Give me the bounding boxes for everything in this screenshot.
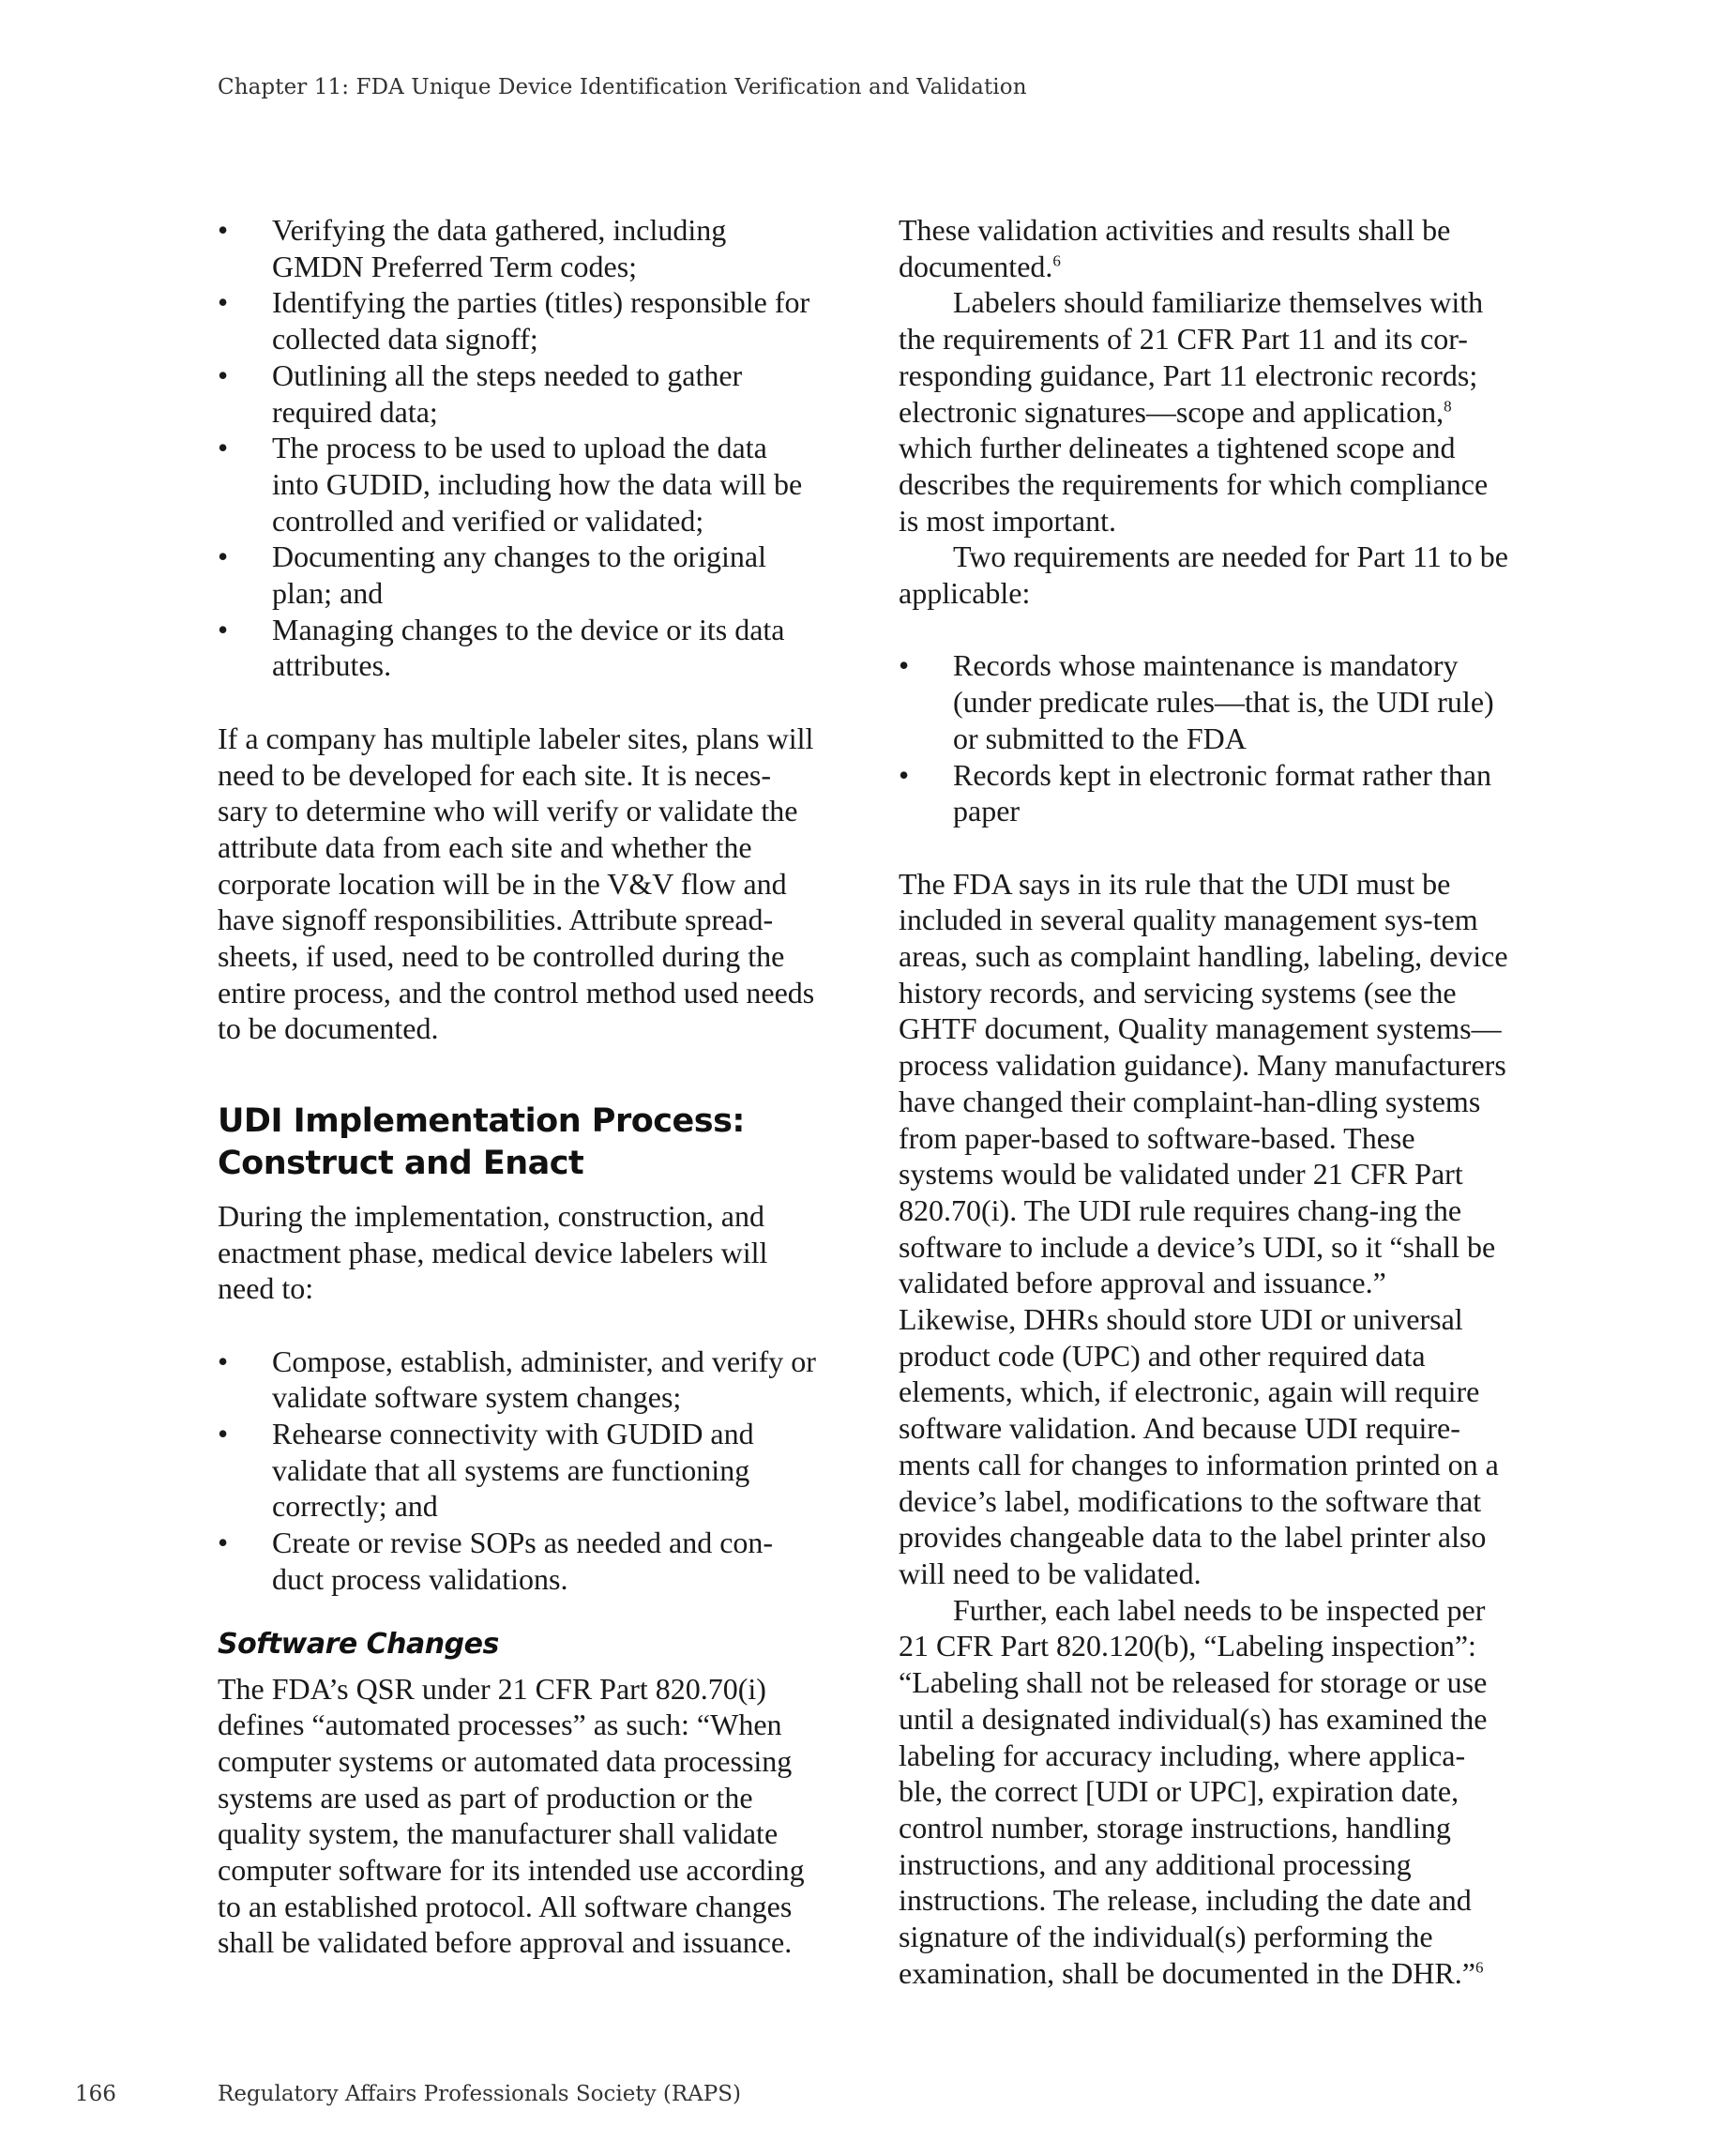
list-item: • Records kept in electronic format rather than paper	[899, 757, 1491, 828]
left-column	[218, 212, 818, 1961]
list-item: • The process to be used to upload the data into GUDID, including how the data will be controlled and verified or validated;	[218, 431, 803, 538]
right-column	[899, 212, 1508, 1991]
footnote-ref: 6	[1052, 251, 1061, 270]
spacer	[218, 1047, 818, 1084]
list-item: • Verifying the data gathered, including GMDN Preferred Term codes;	[218, 213, 727, 283]
list-item: • Compose, establish, administer, and verify or validate software system changes;	[218, 1344, 816, 1415]
list-item: • Documenting any changes to the original plan; and	[218, 539, 766, 611]
list-item: • Identifying the parties (titles) responsible for collected data signoff;	[218, 285, 810, 357]
bullet-icon: •	[218, 1417, 229, 1451]
spacer	[218, 1605, 818, 1626]
section-heading: UDI Implementation Process: Construct and Enact	[218, 1101, 745, 1182]
implementation-steps-list	[218, 1344, 818, 1598]
bullet-icon: •	[218, 612, 229, 646]
multisite-paragraph: If a company has multiple labeler sites, plans will need to be developed for each site. It is neces-sary to determine who will verify or validate the attribute data from each site and whether the corporate location will be in the V&V flow and have signoff responsibilities. Attribute spread-sheets, if used, need to be controlled during the entire process, and the control method used needs to be documented.	[218, 721, 815, 1046]
subsection-heading: Software Changes	[218, 1627, 499, 1661]
bullet-icon: •	[218, 357, 229, 392]
continuation-paragraph: These validation activities and results shall be documented.$^6$	[899, 213, 1451, 283]
qms-paragraph: The FDA says in its rule that the UDI must be included in several quality management sys-tem areas, such as complaint handling, labeling, device history records, and servicing systems (see the GHTF document, Quality management systems—process validation guidance). Many manufacturers have changed their complaint-han-dling systems from paper-based to software-based. These systems would be validated under 21 CFR Part 820.70(i). The UDI rule requires chang-ing the software to include a device’s UDI, so it “shall be validated before approval and issuance.” Likewise, DHRs should store UDI or universal product code (UPC) and other required data elements, which, if electronic, again will require software validation. And because UDI require-ments call for changes to information printed on a device’s label, modifications to the software that provides changeable data to the label printer also will need to be validated.	[899, 866, 1508, 1590]
footnote-ref: 8	[1444, 396, 1452, 415]
list-item: • Outlining all the steps needed to gather required data;	[218, 357, 743, 429]
bullet-icon: •	[899, 757, 910, 792]
plan-steps-list	[218, 212, 818, 684]
bullet-icon: •	[899, 648, 910, 683]
list-item: • Rehearse connectivity with GUDID and validate that all systems are functioning correctly; and	[218, 1417, 754, 1524]
bullet-icon: •	[218, 285, 229, 320]
bullet-icon: •	[218, 213, 229, 247]
section-intro-paragraph: During the implementation, construction, and enactment phase, medical device labelers will need to:	[218, 1198, 768, 1306]
labeling-inspection-paragraph: Further, each label needs to be inspected per 21 CFR Part 820.120(b), “Labeling inspection”: “Labeling shall not be released for storage or use until a designated individual(s) has examined the labeling for accuracy including, where applica-ble, the correct [UDI or UPC], expiration date, control number, storage instructions, handling instructions, and any additional processing instructions. The release, including the date and signature of the individual(s) performing the examination, shall be documented in the DHR.”$^6$	[899, 1592, 1488, 1990]
bullet-icon: •	[218, 431, 229, 465]
page-number: 166	[75, 2082, 116, 2106]
spacer	[218, 1084, 818, 1101]
spacer	[899, 829, 1508, 866]
list-item: • Create or revise SOPs as needed and con-duct process validations.	[218, 1526, 774, 1596]
list-item: • Records whose maintenance is mandatory (under predicate rules—that is, the UDI rule) or submitted to the FDA	[899, 648, 1494, 755]
running-head: Chapter 11: FDA Unique Device Identification Verification and Validation	[218, 75, 1027, 99]
bullet-icon: •	[218, 1526, 229, 1560]
spacer	[218, 684, 818, 721]
part11-paragraph: Labelers should familiarize themselves with the requirements of 21 CFR Part 11 and its cor-responding guidance, Part 11 electronic records; electronic signatures—scope and application,$^8$ which further delineates a tightened scope and describes the requirements for which compliance is most important.	[899, 285, 1489, 538]
footnote-ref: 6	[1474, 1958, 1484, 1977]
spacer	[218, 1598, 818, 1605]
spacer	[218, 1307, 818, 1344]
bullet-icon: •	[218, 539, 229, 574]
two-requirements-paragraph: Two requirements are needed for Part 11 to be applicable:	[899, 539, 1508, 611]
part11-requirements-list	[899, 647, 1508, 829]
publisher-name: Regulatory Affairs Professionals Society (RAPS)	[218, 2082, 741, 2106]
software-changes-paragraph: The FDA’s QSR under 21 CFR Part 820.70(i) defines “automated processes” as such: “When computer systems or automated data processing systems are used as part of production or the quality system, the manufacturer shall validate computer software for its intended use according to an established protocol. All software changes shall be validated before approval and issuance.	[218, 1671, 805, 1960]
list-item: • Managing changes to the device or its data attributes.	[218, 612, 785, 683]
spacer	[899, 612, 1508, 648]
bullet-icon: •	[218, 1344, 229, 1378]
